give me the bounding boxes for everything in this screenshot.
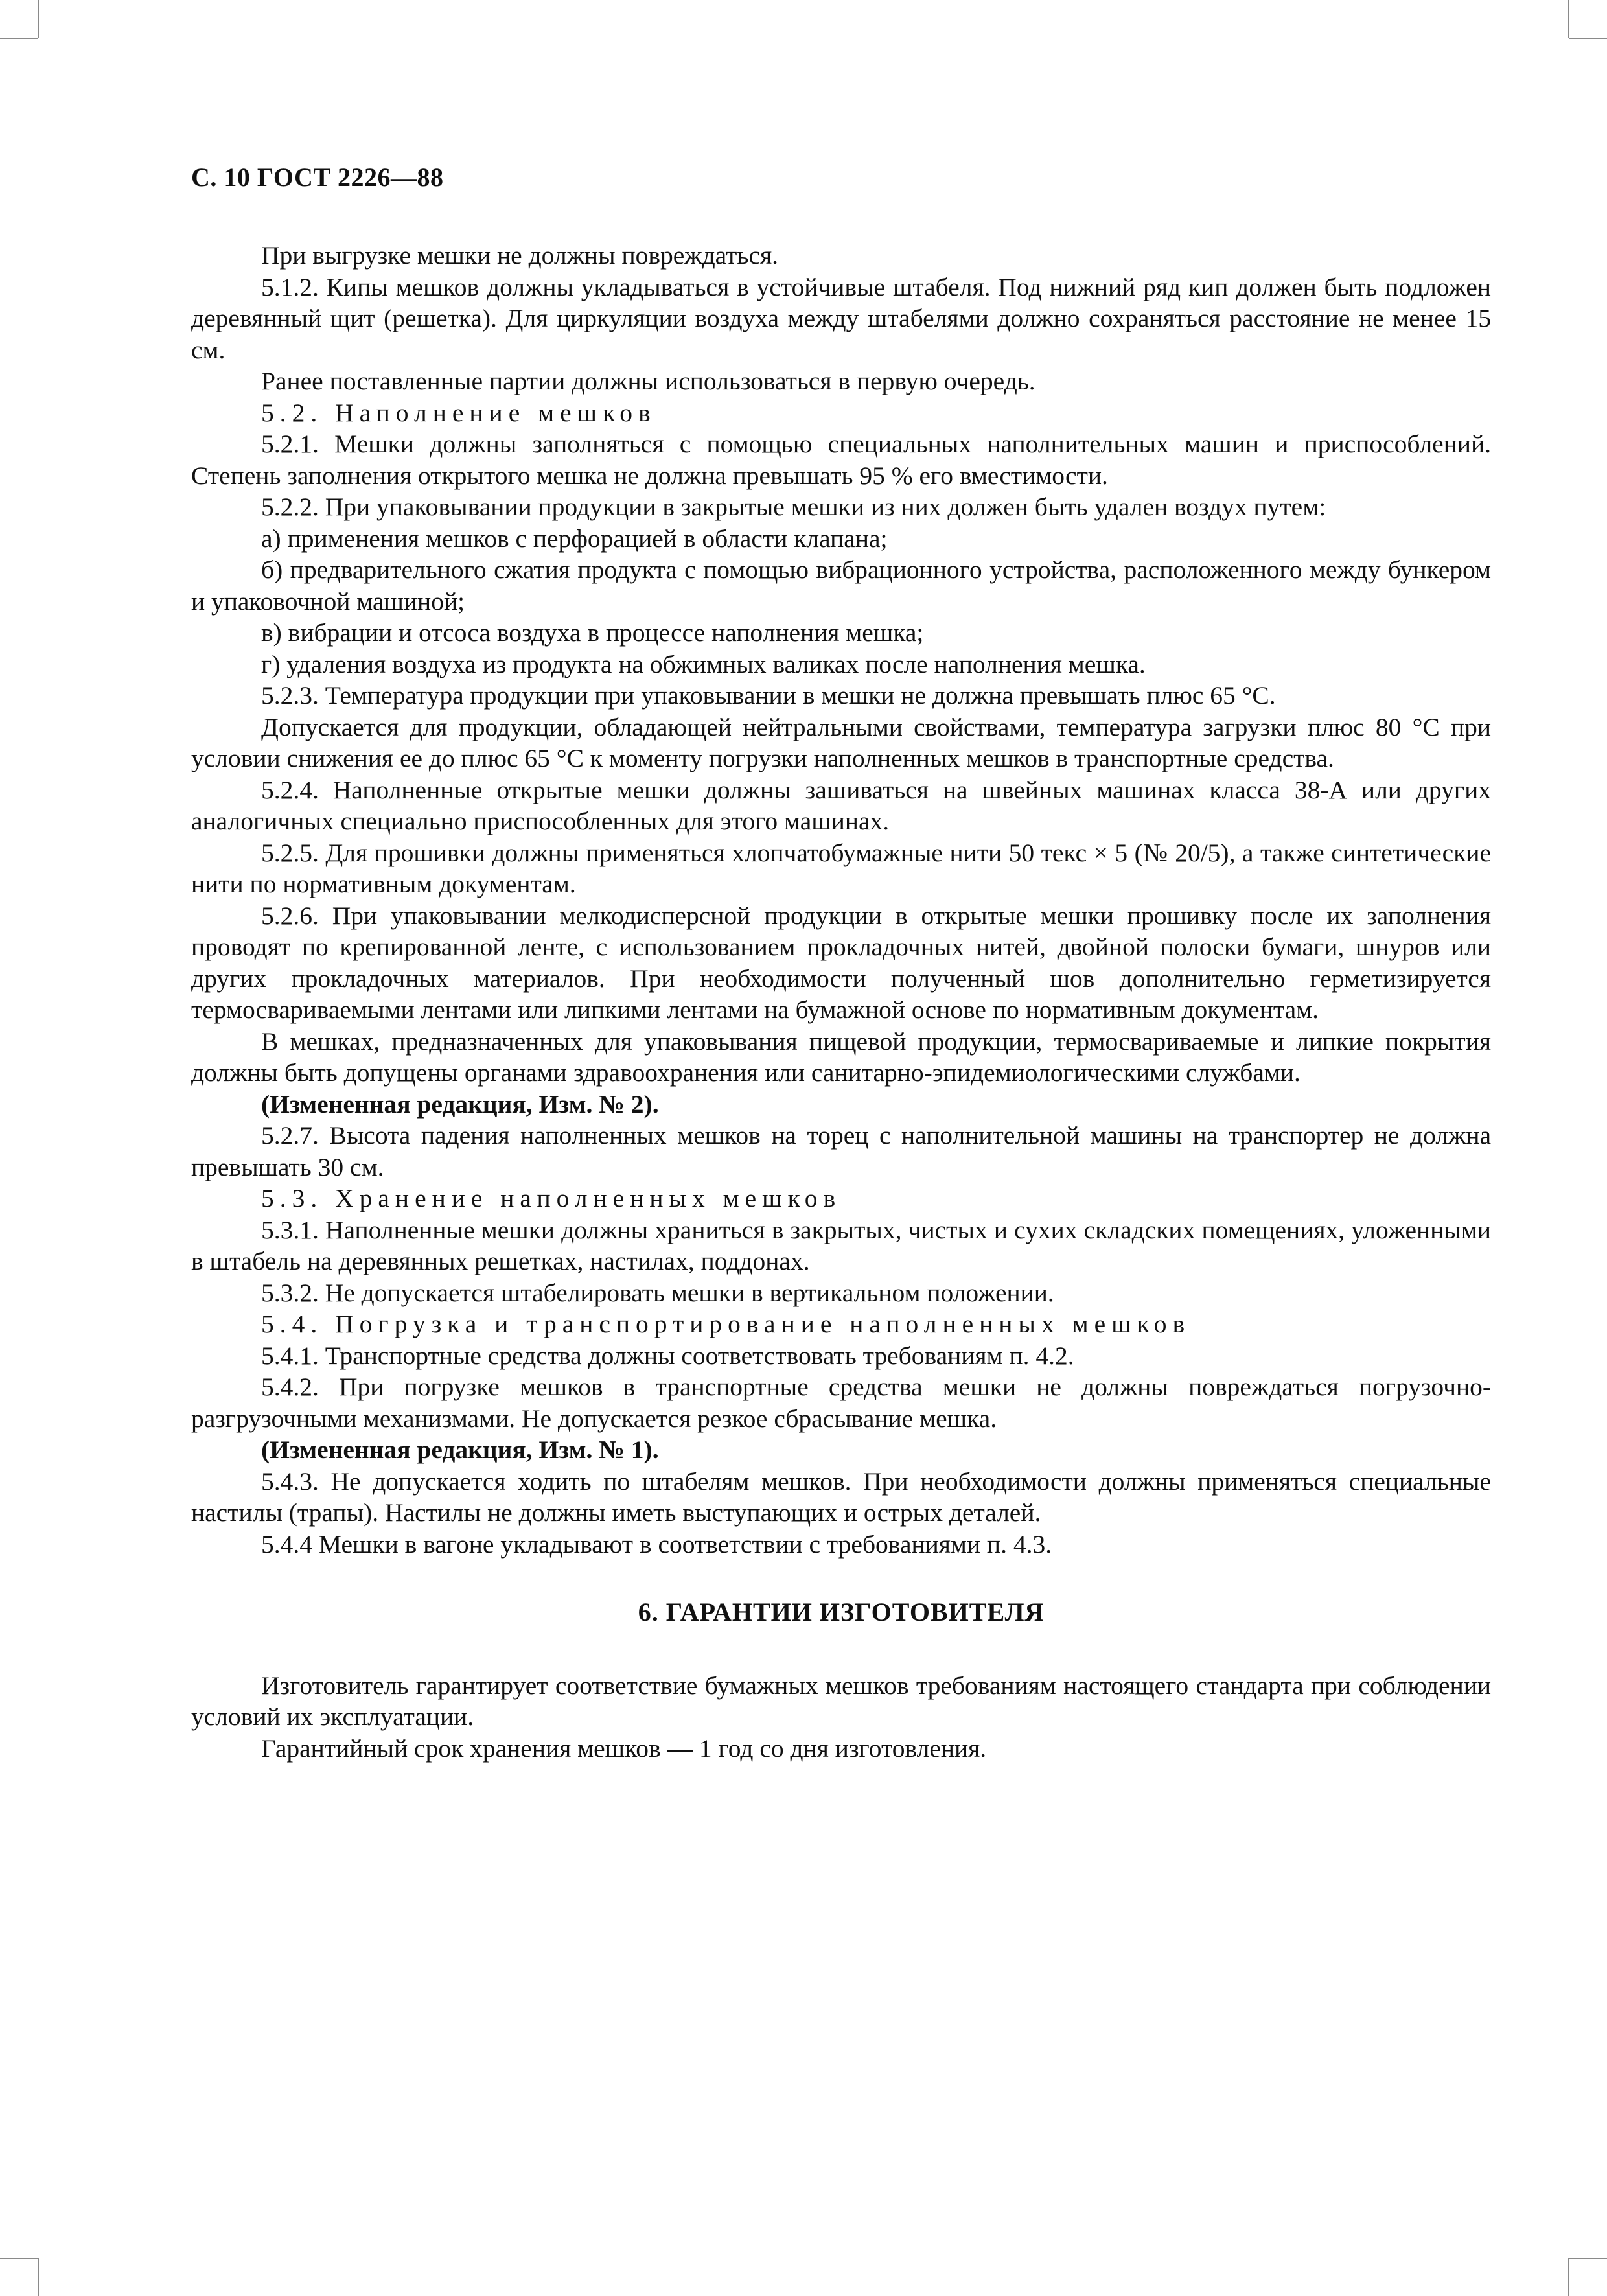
subsection-heading: 5.2. Наполнение мешков bbox=[261, 398, 656, 427]
paragraph: 5.2.5. Для прошивки должны применяться хлопчатобумажные нити 50 текс × 5 (№ 20/5), а также синтетические нити по нормативным документам. bbox=[191, 838, 1491, 898]
crop-mark-top-left-h bbox=[0, 38, 38, 39]
paragraph: 5.2.1. Мешки должны заполняться с помощью специальных наполнительных машин и приспособлений. Степень заполнения открытого мешка не должна превышать 95 % его вместимости. bbox=[191, 430, 1491, 490]
list-item: б) предварительного сжатия продукта с помощью вибрационного устройства, расположенного между бункером и упаковочной машиной; bbox=[191, 555, 1491, 616]
paragraph: 5.2.6. При упаковывании мелкодисперсной продукции в открытые мешки прошивку после их заполнения проводят по крепированной ленте, с использованием прокладочных нитей, двойной полоски бумаги, шнуров или других прокладочных материалов. При необходимости полученный шов дополнительно герметизируется термосвариваемыми лентами или липкими лентами на бумажной основе по нормативным документам. bbox=[191, 901, 1491, 1024]
paragraph: 5.2.3. Температура продукции при упаковывании в мешки не должна превышать плюс 65 °С. bbox=[261, 681, 1276, 710]
paragraph: 5.3.2. Не допускается штабелировать мешки в вертикальном положении. bbox=[261, 1278, 1054, 1307]
paragraph: При выгрузке мешки не должны повреждаться. bbox=[261, 241, 779, 270]
paragraph: 5.2.2. При упаковывании продукции в закрытые мешки из них должен быть удален воздух путем: bbox=[261, 493, 1326, 521]
paragraph: 5.3.1. Наполненные мешки должны храниться в закрытых, чистых и сухих складских помещениях, уложенными в штабель на деревянных решетках, настилах, поддонах. bbox=[191, 1215, 1491, 1275]
paragraph: 5.4.3. Не допускается ходить по штабелям мешков. При необходимости должны применяться специальные настилы (трапы). Настилы не должны иметь выступающих и острых деталей. bbox=[191, 1467, 1491, 1527]
subsection-heading: 5.4. Погрузка и транспортирование наполненных мешков bbox=[261, 1310, 1191, 1338]
section-title: 6. ГАРАНТИИ ИЗГОТОВИТЕЛЯ bbox=[638, 1597, 1045, 1627]
list-item: г) удаления воздуха из продукта на обжимных валиках после наполнения мешка. bbox=[261, 649, 1146, 678]
crop-mark-bottom-left bbox=[38, 2258, 39, 2296]
crop-mark-top-right bbox=[1568, 0, 1569, 38]
paragraph: 5.1.2. Кипы мешков должны укладываться в устойчивые штабеля. Под нижний ряд кип должен быть подложен деревянный щит (решетка). Для циркуляции воздуха между штабелями должно сохраняться расстояние не менее 15 см. bbox=[191, 272, 1491, 364]
list-item: а) применения мешков с перфорацией в области клапана; bbox=[261, 524, 888, 553]
subsection-heading: 5.3. Хранение наполненных мешков bbox=[261, 1184, 842, 1212]
paragraph: В мешках, предназначенных для упаковывания пищевой продукции, термосвариваемые и липкие покрытия должны быть допущены органами здравоохранения или санитарно-эпидемиологическими службами. bbox=[191, 1026, 1491, 1087]
paragraph: Допускается для продукции, обладающей нейтральными свойствами, температура загрузки плюс 80 °С при условии снижения ее до плюс 65 °С к моменту погрузки наполненных мешков в транспортные средства. bbox=[191, 712, 1491, 772]
document-body bbox=[191, 240, 1491, 1764]
crop-mark-bottom-left-h bbox=[0, 2258, 38, 2259]
list-item: в) вибрации и отсоса воздуха в процессе наполнения мешка; bbox=[261, 618, 924, 647]
amendment-note: (Измененная редакция, Изм. № 1). bbox=[261, 1435, 659, 1464]
paragraph: Изготовитель гарантирует соответствие бумажных мешков требованиям настоящего стандарта при соблюдении условий их эксплуатации. bbox=[191, 1671, 1491, 1731]
crop-mark-top-left bbox=[38, 0, 39, 38]
paragraph: 5.2.4. Наполненные открытые мешки должны зашиваться на швейных машинах класса 38-А или других аналогичных специально приспособленных для этого машинах. bbox=[191, 775, 1491, 835]
paragraph: Гарантийный срок хранения мешков — 1 год со дня изготовления. bbox=[261, 1734, 987, 1763]
crop-mark-bottom-right bbox=[1568, 2258, 1569, 2296]
paragraph: 5.4.1. Транспортные средства должны соответствовать требованиям п. 4.2. bbox=[261, 1341, 1074, 1370]
crop-mark-top-right-h bbox=[1569, 38, 1607, 39]
paragraph: Ранее поставленные партии должны использоваться в первую очередь. bbox=[261, 367, 1035, 395]
paragraph: 5.2.7. Высота падения наполненных мешков на торец с наполнительной машины на транспортер не должна превышать 30 см. bbox=[191, 1121, 1491, 1181]
page-header: С. 10 ГОСТ 2226—88 bbox=[191, 163, 444, 192]
amendment-note: (Измененная редакция, Изм. № 2). bbox=[261, 1089, 659, 1119]
crop-mark-bottom-right-h bbox=[1569, 2258, 1607, 2259]
paragraph: 5.4.2. При погрузке мешков в транспортные средства мешки не должны повреждаться погрузочно-разгрузочными механизмами. Не допускается резкое сбрасывание мешка. bbox=[191, 1373, 1491, 1433]
paragraph: 5.4.4 Мешки в вагоне укладывают в соответствии с требованиями п. 4.3. bbox=[261, 1529, 1052, 1559]
